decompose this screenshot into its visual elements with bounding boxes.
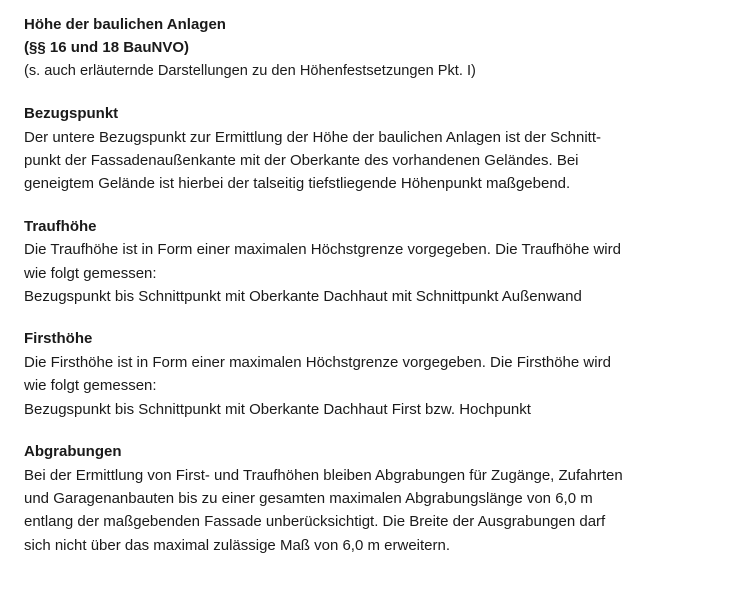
document-header bbox=[24, 13, 749, 83]
section-bezugspunkt bbox=[24, 102, 749, 196]
section-traufhoehe bbox=[24, 215, 749, 309]
paragraph-line: Bei der Ermittlung von First- und Traufhöhen bleiben Abgrabungen für Zugänge, Zufahrten bbox=[24, 466, 623, 484]
paragraph-line: Bezugspunkt bis Schnittpunkt mit Oberkante Dachhaut First bzw. Hochpunkt bbox=[24, 400, 531, 418]
section-heading: Bezugspunkt bbox=[24, 105, 119, 123]
paragraph-line: Die Traufhöhe ist in Form einer maximalen Höchstgrenze vorgegeben. Die Traufhöhe wird bbox=[24, 241, 621, 259]
section-firsthoehe bbox=[24, 327, 749, 421]
paragraph-line: geneigtem Gelände ist hierbei der talseitig tiefstliegende Höhenpunkt maßgebend. bbox=[24, 175, 571, 193]
section-heading: Traufhöhe bbox=[24, 217, 97, 235]
paragraph-line: Der untere Bezugspunkt zur Ermittlung der Höhe der baulichen Anlagen ist der Schnitt- bbox=[24, 128, 601, 146]
paragraph-line: punkt der Fassadenaußenkante mit der Oberkante des vorhandenen Geländes. Bei bbox=[24, 152, 579, 170]
paragraph-line: wie folgt gemessen: bbox=[24, 377, 157, 395]
paragraph-line: und Garagenanbauten bis zu einer gesamten maximalen Abgrabungslänge von 6,0 m bbox=[24, 489, 593, 507]
paragraph-line: wie folgt gemessen: bbox=[24, 264, 157, 282]
paragraph-line: Die Firsthöhe ist in Form einer maximalen Höchstgrenze vorgegeben. Die Firsthöhe wird bbox=[24, 353, 611, 371]
section-abgrabungen bbox=[24, 440, 749, 557]
section-heading: Abgrabungen bbox=[24, 443, 122, 461]
document-note: (s. auch erläuternde Darstellungen zu den Höhenfestsetzungen Pkt. I) bbox=[24, 62, 476, 79]
document-title: Höhe der baulichen Anlagen bbox=[24, 16, 226, 33]
paragraph-line: Bezugspunkt bis Schnittpunkt mit Oberkante Dachhaut mit Schnittpunkt Außenwand bbox=[24, 288, 582, 306]
section-heading: Firsthöhe bbox=[24, 330, 93, 348]
document-subtitle: (§§ 16 und 18 BauNVO) bbox=[24, 39, 190, 57]
paragraph-line: entlang der maßgebenden Fassade unberücksichtigt. Die Breite der Ausgrabungen darf bbox=[24, 513, 606, 531]
paragraph-line: sich nicht über das maximal zulässige Maß von 6,0 m erweitern. bbox=[24, 536, 451, 554]
